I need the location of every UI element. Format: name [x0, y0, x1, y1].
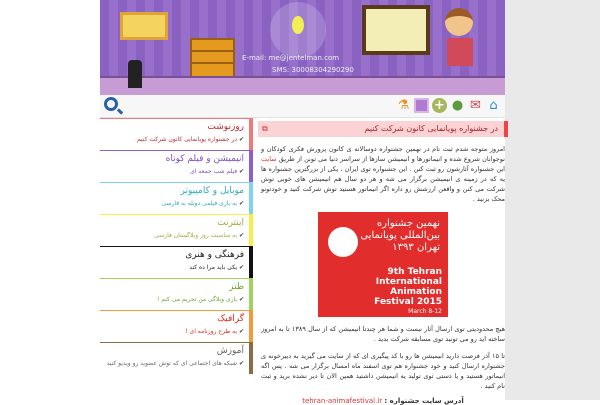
post-link[interactable]: بازی وبلاگی من تحریم می کنم ! [156, 296, 238, 303]
check-icon: ✔ [237, 328, 244, 335]
category-latest-post[interactable] [105, 168, 244, 175]
category-7 [100, 342, 253, 374]
header-sms: SMS: 30008304290290 [272, 66, 354, 74]
post [258, 118, 508, 405]
line: Animation [390, 287, 442, 297]
category-title[interactable]: طنز [229, 282, 244, 292]
category-title[interactable]: فرهنگی و هنری [185, 250, 244, 260]
festival-address [258, 397, 508, 405]
post-link[interactable]: یه طرح روزنامه ای ! [185, 328, 238, 335]
post-title[interactable] [258, 121, 508, 137]
category-title[interactable]: اینترنت [217, 218, 244, 228]
dresser-illustration [190, 38, 235, 80]
mail-icon[interactable]: ✉ [470, 98, 481, 113]
check-icon: ✔ [237, 168, 244, 175]
category-6 [100, 310, 253, 342]
check-icon: ✔ [237, 264, 244, 271]
address-label: آدرس سایت جشنواره : [384, 397, 464, 405]
plus-icon[interactable]: + [432, 98, 447, 113]
category-2 [100, 182, 253, 214]
site-link[interactable]: سایت [261, 155, 277, 163]
search-icon[interactable] [104, 97, 118, 111]
user-icon[interactable]: ● [451, 98, 464, 113]
post-paragraph: هیچ محدودیتی توی ارسال آثار نیست و شما هر چندتا انیمیشن که از سال ۱۳۸۹ تا به امروز ساخته اید رو می تونید توی مسابقه شرکت بدید . [261, 325, 506, 343]
floor [100, 76, 505, 95]
site-logo[interactable] [120, 12, 168, 40]
text: این جشنواره آثارشون رو ثبت کنن . این جشنواره توی ایران ، یکی از بزرگترین جشنواره ها یه که در زمینه ی انیمیشن برگزار می شه و هر دو سال هم انیمیشن های خوبی توش شرکت می کنن و واقعن ارزشش رو داره اگر انیماتور هستید توش شرکت کنید و خودتونو محک بزنید . [261, 165, 505, 203]
category-3 [100, 214, 253, 246]
category-latest-post[interactable] [105, 264, 244, 271]
cat-illustration [128, 60, 142, 88]
check-icon: ✔ [237, 360, 244, 367]
category-sidebar [100, 118, 253, 374]
poster-persian-title: نهمین جشنواره بین‌المللی پویانمایی تهران ۱۳۹۳ [360, 218, 440, 253]
poster-date: March 8-12 [408, 308, 442, 315]
lightbulb-illustration [270, 2, 326, 58]
category-title[interactable]: موبایل و کامپیوتر [180, 186, 244, 196]
category-4 [100, 246, 253, 278]
page-background [505, 0, 600, 400]
check-icon: ✔ [237, 296, 244, 303]
category-latest-post[interactable] [105, 328, 244, 335]
category-0 [100, 118, 253, 150]
line: 9th Tehran [387, 267, 442, 277]
category-title[interactable]: آموزش [216, 346, 244, 356]
check-icon: ✔ [237, 136, 244, 143]
copy-icon: ⧉ [262, 124, 268, 133]
category-title[interactable]: روزنوشت [207, 122, 244, 132]
post-link[interactable]: در جشنواره پویانمایی کانون شرکت کنیم [136, 136, 238, 143]
page [100, 0, 506, 405]
line: Festival 2015 [374, 297, 442, 307]
text: امروز متوجه شدم ثبت نام در نهمین جشنواره دوسالانه ی کانون پرورش فکری کودکان و نوجوانان شروع شده و انیماتورها و انیمیشن سازها از سراسر دنیا می تونن از طریق [261, 145, 505, 163]
category-title[interactable]: انیمیشن و فیلم کوتاه [165, 154, 244, 164]
category-title[interactable]: گرافیک [217, 314, 244, 324]
category-latest-post[interactable] [105, 296, 244, 303]
poster-face [328, 227, 358, 257]
poster-english-title [374, 267, 442, 317]
check-icon: ✔ [237, 200, 244, 207]
post-link[interactable]: به مناسبت روز وبلاگستان فارسی [154, 232, 238, 239]
category-latest-post[interactable] [105, 200, 244, 207]
post-title-text[interactable]: در جشنواره پویانمایی کانون شرکت کنیم [364, 124, 498, 133]
category-latest-post[interactable] [105, 360, 244, 367]
flask-icon[interactable]: ⚗ [397, 98, 410, 113]
post-link[interactable]: شبکه های اجتماعی ای که توش عضوید رو ویدیو کنید [106, 360, 238, 367]
line: International [375, 277, 442, 287]
category-1 [100, 150, 253, 182]
toolbar [100, 95, 505, 118]
home-icon[interactable]: ⌂ [489, 98, 498, 113]
category-5 [100, 278, 253, 310]
category-latest-post[interactable] [105, 136, 244, 143]
header-banner [100, 0, 505, 95]
check-icon: ✔ [237, 232, 244, 239]
post-link[interactable]: یکی باید مرا ده کند [189, 264, 238, 271]
post-paragraph: تا ۱۵ آذر فرصت دارید انیمیشن ها رو با کد پیگیری ای که از سایت می گیرید به دبیرخونه ی جشنواره ارسال کنید و خود جشنواره هم توی اسفند ماه امسال برگزار می شه . پس اگه انیماتور هستید و یا دستی توی تولید یه انیمیشن داشتید همین الان تا دیر نشده برید و ثبت نام کنید . [261, 352, 505, 390]
post-paragraph [258, 144, 508, 204]
image-icon[interactable] [414, 98, 429, 113]
festival-poster [318, 212, 448, 317]
post-link[interactable]: یه بازی فیلمی دوبله به فارسی [161, 200, 238, 207]
window-illustration [362, 5, 430, 55]
header-email: E-mail: me@jentelman.com [242, 54, 340, 62]
category-latest-post[interactable] [105, 232, 244, 239]
festival-link[interactable]: tehran-animafestival.ir [302, 397, 383, 405]
post-link[interactable]: فیلم شب جمعه ای [190, 168, 238, 175]
